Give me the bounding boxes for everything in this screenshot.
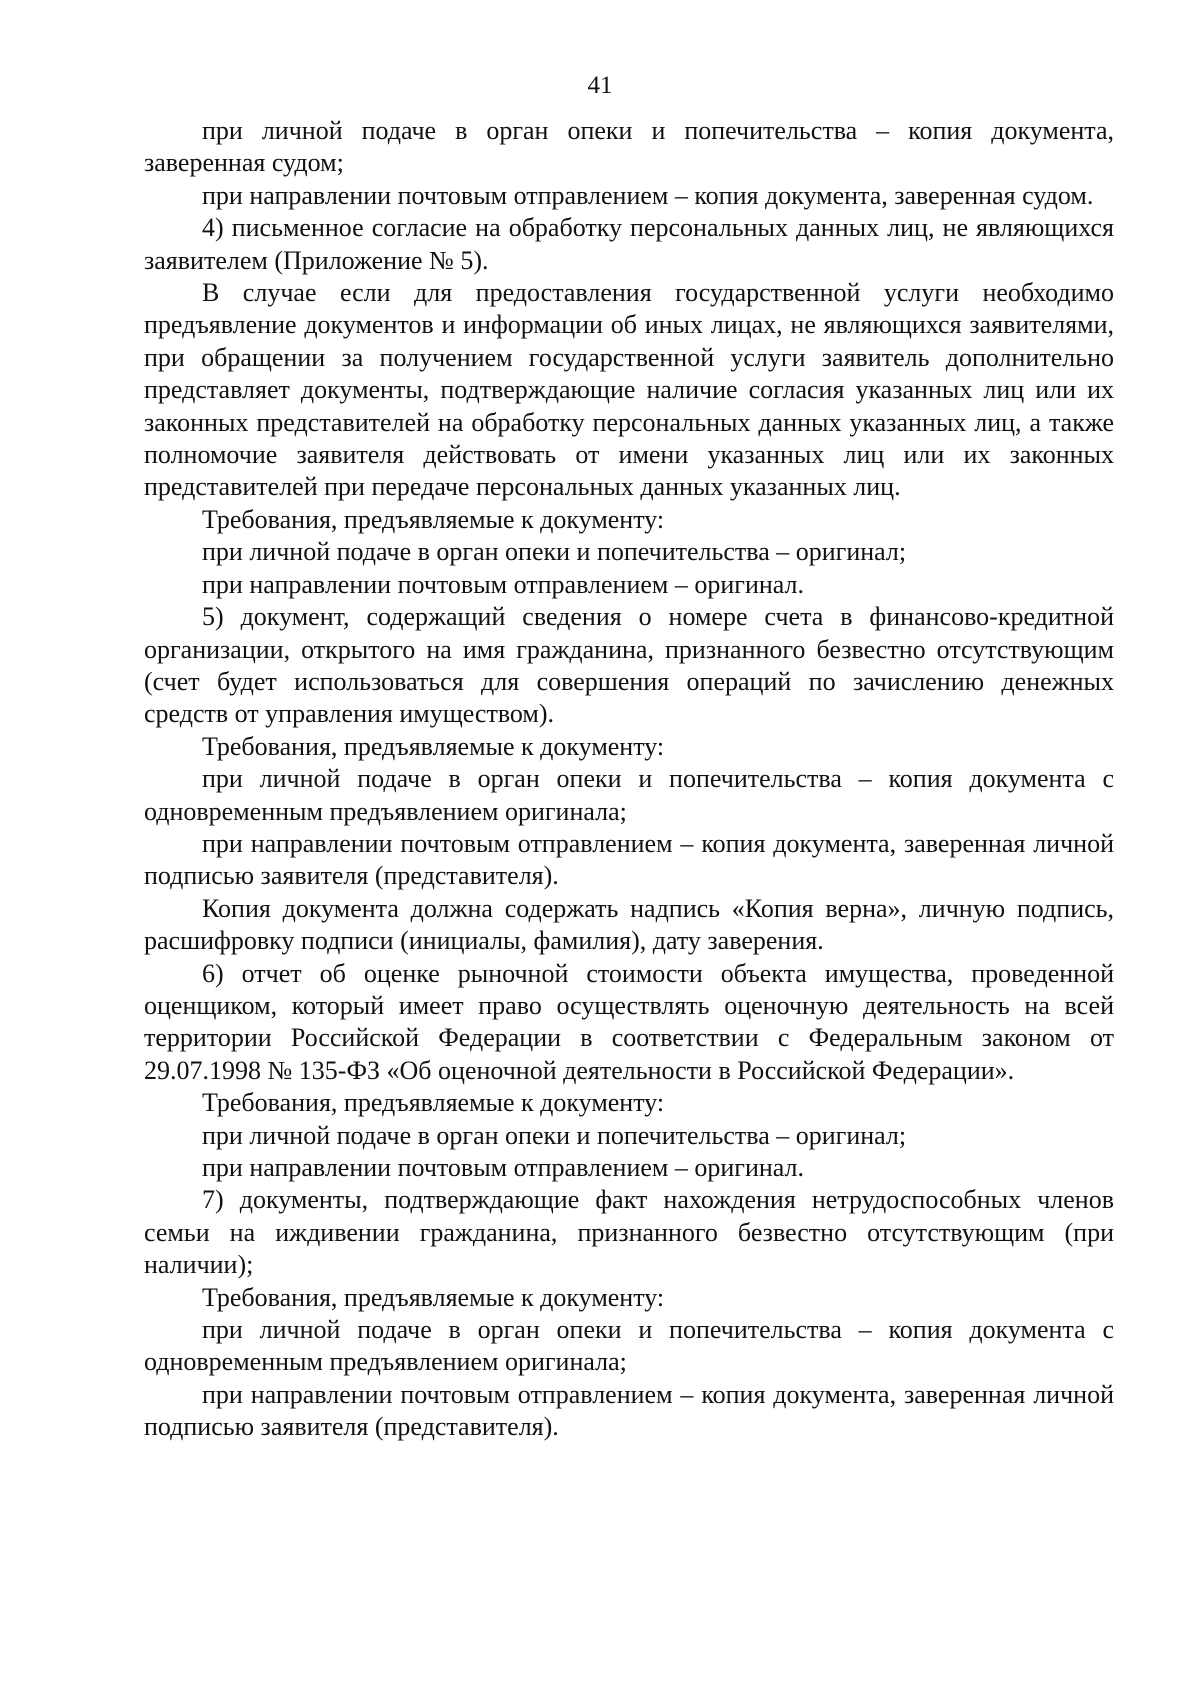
paragraph: при личной подаче в орган опеки и попечительства – оригинал; xyxy=(202,1120,907,1150)
paragraph: 5) документ, содержащий сведения о номере счета в финансово-кредитной организации, открытого на имя гражданина, признанного безвестно отсутствующим (счет будет использоваться для совершения операций по зачислению денежных средств от управления имуществом). xyxy=(144,602,1114,729)
paragraph: Копия документа должна содержать надпись «Копия верна», личную подпись, расшифровку подписи (инициалы, фамилия), дату заверения. xyxy=(144,893,1114,956)
paragraph: при направлении почтовым отправлением – оригинал. xyxy=(202,1153,805,1182)
paragraph: при направлении почтовым отправлением – копия документа, заверенная личной подписью заявителя (представителя). xyxy=(144,828,1114,891)
paragraph: при личной подаче в орган опеки и попечительства – копия документа с одновременным предъявлением оригинала; xyxy=(144,764,1114,826)
paragraph: 4) письменное согласие на обработку персональных данных лиц, не являющихся заявителем (Приложение № 5). xyxy=(144,213,1114,275)
document-body xyxy=(144,115,1114,1444)
page-number: 41 xyxy=(587,72,613,99)
paragraph: Требования, предъявляемые к документу: xyxy=(202,504,665,534)
paragraph: Требования, предъявляемые к документу: xyxy=(202,731,665,761)
paragraph: Требования, предъявляемые к документу: xyxy=(202,1088,665,1118)
paragraph: при личной подаче в орган опеки и попечительства – копия документа с одновременным предъявлением оригинала; xyxy=(144,1315,1114,1377)
paragraph: при личной подаче в орган опеки и попечительства – оригинал; xyxy=(202,537,907,567)
paragraph: В случае если для предоставления государственной услуги необходимо предъявление документов и информации об иных лицах, не являющихся заявителями, при обращении за получением государственной услуги заявитель дополнительно представляет документы, подтверждающие наличие согласия указанных лиц или их законных представителей на обработку персональных данных указанных лиц, а также полномочие заявителя действовать от имени указанных лиц или их законных представителей при передаче персональных данных указанных лиц. xyxy=(144,278,1114,502)
paragraph: при личной подаче в орган опеки и попечительства – копия документа, заверенная судом; xyxy=(144,116,1114,178)
paragraph: Требования, предъявляемые к документу: xyxy=(202,1282,665,1312)
paragraph: при направлении почтовым отправлением – копия документа, заверенная судом. xyxy=(202,180,1094,210)
paragraph: при направлении почтовым отправлением – оригинал. xyxy=(202,569,805,599)
paragraph: 7) документы, подтверждающие факт нахождения нетрудоспособных членов семьи на иждивении гражданина, признанного безвестно отсутствующим (при наличии); xyxy=(144,1185,1114,1280)
paragraph: при направлении почтовым отправлением – копия документа, заверенная личной подписью заявителя (представителя). xyxy=(144,1379,1114,1442)
paragraph: 6) отчет об оценке рыночной стоимости объекта имущества, проведенной оценщиком, который имеет право осуществлять оценочную деятельность на всей территории Российской Федерации в соответствии с Федеральным законом от 29.07.1998 № 135-ФЗ «Об оценочной деятельности в Российской Федерации». xyxy=(144,958,1114,1085)
